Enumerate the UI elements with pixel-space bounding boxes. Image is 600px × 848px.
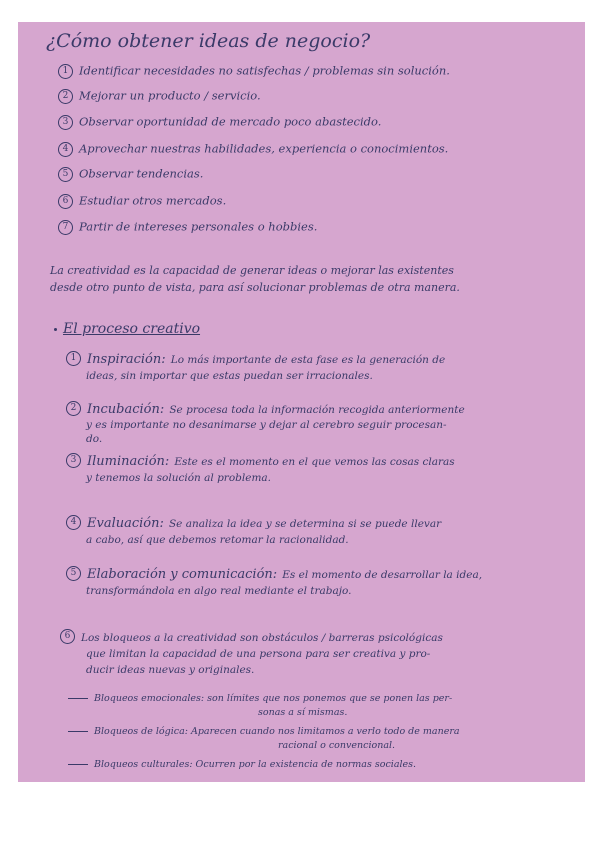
stage-text: transformándola en algo real mediante el trabajo. [86,585,352,597]
item-text: Aprovechar nuestras habilidades, experiencia o conocimientos. [79,141,449,156]
block-type-text: racional o convencional. [278,739,396,751]
list-item [58,167,203,182]
stage-text: Este es el momento en el que vemos las cosas claras [174,456,455,468]
list-item [58,64,450,79]
dash-icon [68,698,88,699]
blocks-text: Los bloqueos a la creatividad son obstáculos / barreras psicológicas [81,632,443,644]
stage-item [66,452,455,484]
stage-text: Se procesa toda la información recogida anteriormente [169,404,465,416]
item-text: Partir de intereses personales o hobbies. [79,219,318,234]
item-text: Estudiar otros mercados. [79,193,227,208]
section-title-text: El proceso creativo [63,321,201,337]
text-line: La creatividad es la capacidad de generar ideas o mejorar las existentes [50,264,454,277]
stage-text: ideas, sin importar que estas puedan ser irracionales. [86,370,373,382]
block-type-text: Bloqueos emocionales: son límites que nos ponemos que se ponen las per- [94,693,453,704]
stage-text: do. [86,432,103,445]
list-item [58,115,381,130]
block-type-text: sonas a sí mismas. [258,706,348,718]
item-number: 2 [66,401,81,416]
stage-item [66,565,482,597]
item-text: Mejorar un producto / servicio. [79,88,261,103]
stage-heading: Evaluación: [87,516,164,531]
list-item [58,194,226,209]
block-type-text: Bloqueos de lógica: Aparecen cuando nos limitamos a verlo todo de manera [94,726,460,737]
item-text: Identificar necesidades no satisfechas / problemas sin solución. [79,63,450,78]
item-number: 2 [58,89,73,104]
block-type-text: Bloqueos culturales: Ocurren por la existencia de normas sociales. [94,759,417,770]
stage-item [66,350,445,382]
stage-text: y tenemos la solución al problema. [86,472,271,484]
item-number: 3 [58,115,73,130]
blocks-paragraph [60,628,443,675]
stage-text: Se analiza la idea y se determina si se puede llevar [168,518,442,530]
list-item [58,220,317,235]
stage-heading: Incubación: [87,402,165,417]
item-number: 7 [58,220,73,235]
text-line: desde otro punto de vista, para así solucionar problemas de otra manera. [50,281,460,294]
stage-item [66,400,465,444]
page-title: ¿Cómo obtener ideas de negocio? [46,30,371,52]
item-number: 1 [66,351,81,366]
stage-heading: Inspiración: [87,352,166,367]
block-type-item [68,760,416,770]
dash-icon [68,731,88,732]
blocks-text: ducir ideas nuevas y originales. [86,663,255,676]
stage-text: y es importante no desanimarse y dejar al cerebro seguir procesan- [86,419,447,431]
stage-text: Lo más importante de esta fase es la generación de [170,354,446,366]
stage-item [66,514,441,546]
item-number: 5 [58,167,73,182]
item-number: 3 [66,453,81,468]
stage-text: a cabo, así que debemos retomar la racionalidad. [86,534,349,546]
item-number: 4 [58,142,73,157]
item-number: 4 [66,515,81,530]
definition-text [50,262,575,296]
stage-heading: Elaboración y comunicación: [87,567,278,582]
bullet-icon [54,328,57,331]
section-title [54,322,200,336]
item-number: 6 [60,629,75,644]
list-item [58,142,448,157]
item-text: Observar tendencias. [79,166,204,181]
block-type-item [68,694,452,717]
stage-heading: Iluminación: [87,454,170,469]
dash-icon [68,764,88,765]
notebook-page [18,22,585,782]
list-item [58,89,261,104]
item-number: 1 [58,64,73,79]
item-number: 5 [66,566,81,581]
item-number: 6 [58,194,73,209]
block-type-item [68,727,460,750]
stage-text: Es el momento de desarrollar la idea, [282,569,483,581]
blocks-text: que limitan la capacidad de una persona para ser creativa y pro- [86,648,431,660]
item-text: Observar oportunidad de mercado poco abastecido. [79,114,382,129]
